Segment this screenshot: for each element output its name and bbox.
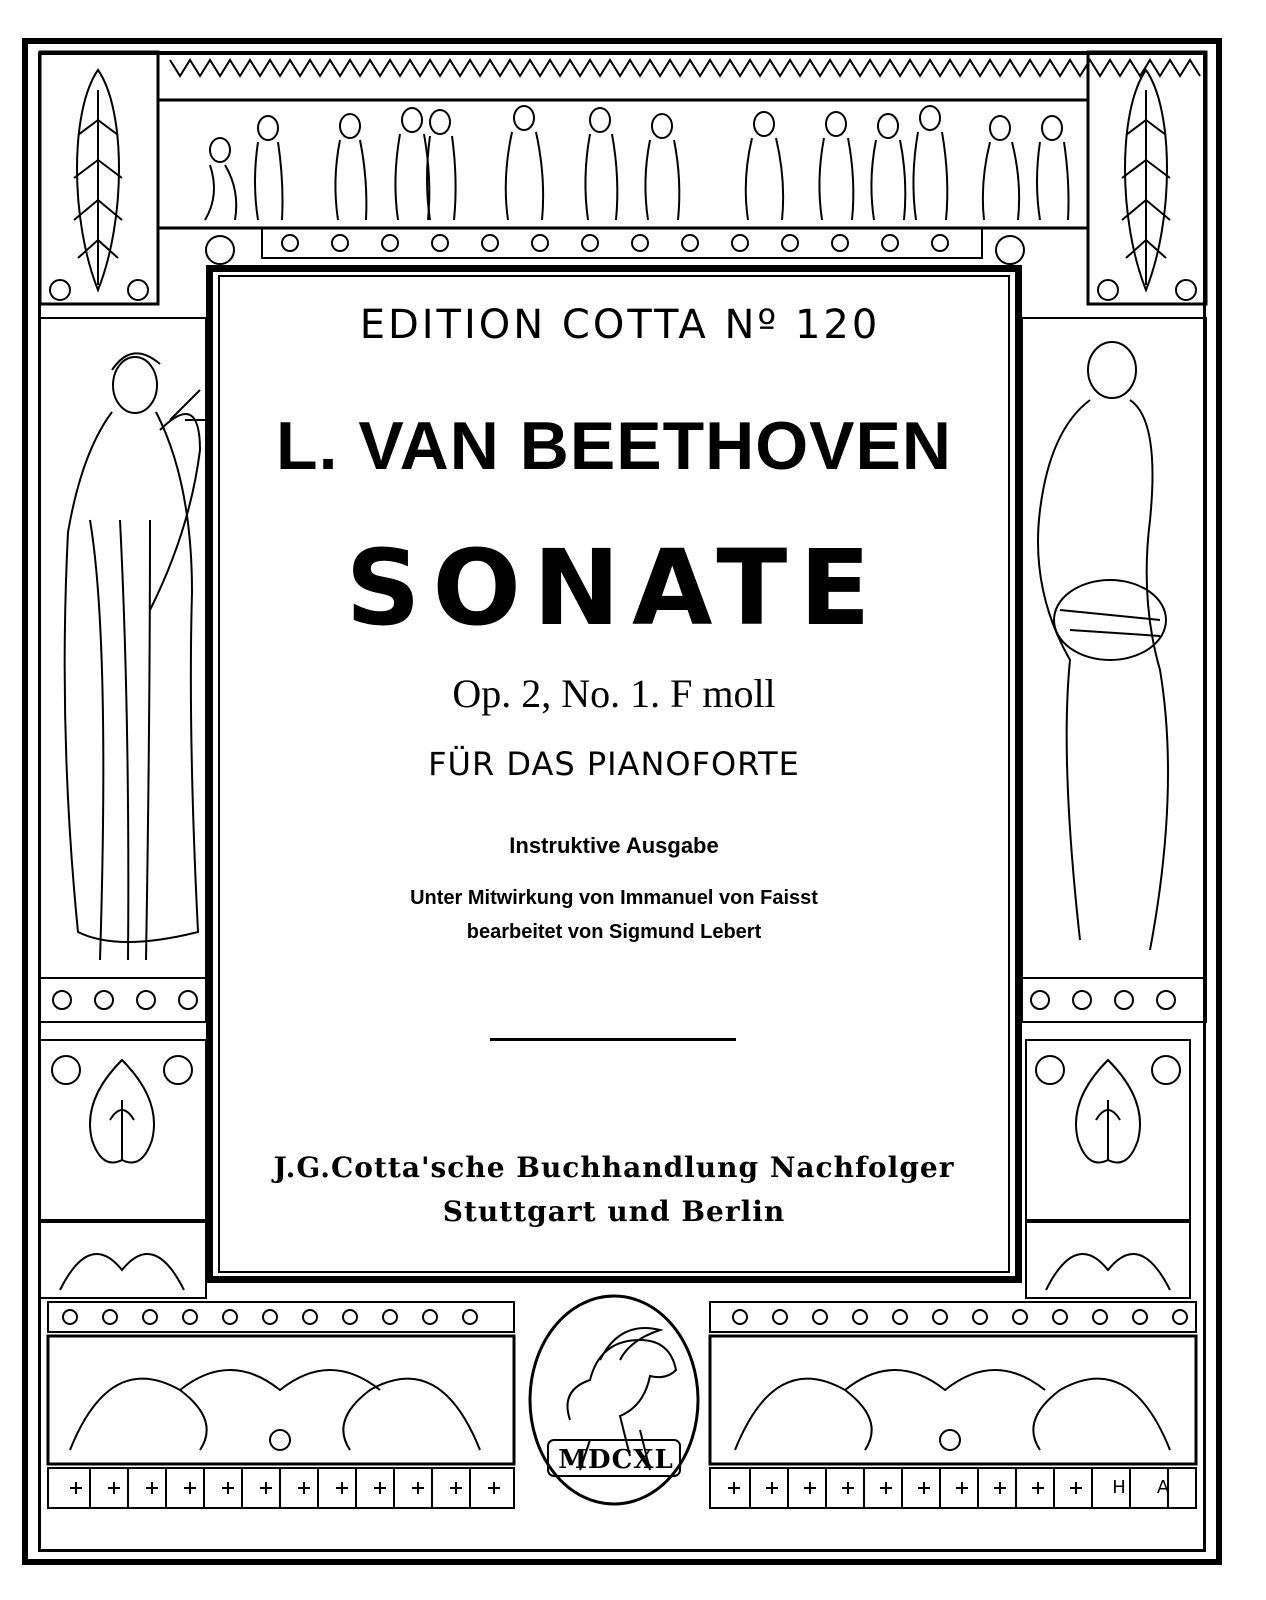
- monogram-letter-1: H: [1112, 1477, 1126, 1498]
- instrument-line: FÜR DAS PIANOFORTE: [428, 745, 800, 783]
- publisher-city: Stuttgart und Berlin: [442, 1195, 786, 1228]
- opus-number: Op. 2, No. 1. F moll: [452, 671, 776, 716]
- emblem-year: MDCXL: [558, 1445, 674, 1475]
- edition-type: Instruktive Ausgabe: [509, 833, 719, 858]
- edition-banner: EDITION COTTA Nº 120: [359, 302, 881, 348]
- divider-rule: [490, 1038, 736, 1041]
- monogram-letter-2: A: [1156, 1477, 1170, 1498]
- collaboration-line-1: Unter Mitwirkung von Immanuel von Faisst: [410, 887, 818, 909]
- composer-name: L. VAN BEETHOVEN: [276, 408, 952, 484]
- work-title: SONATE: [345, 527, 883, 649]
- collaboration-line-2: bearbeitet von Sigmund Lebert: [466, 921, 762, 943]
- publisher-name: J.G.Cotta'sche Buchhandlung Nachfolger: [273, 1151, 955, 1184]
